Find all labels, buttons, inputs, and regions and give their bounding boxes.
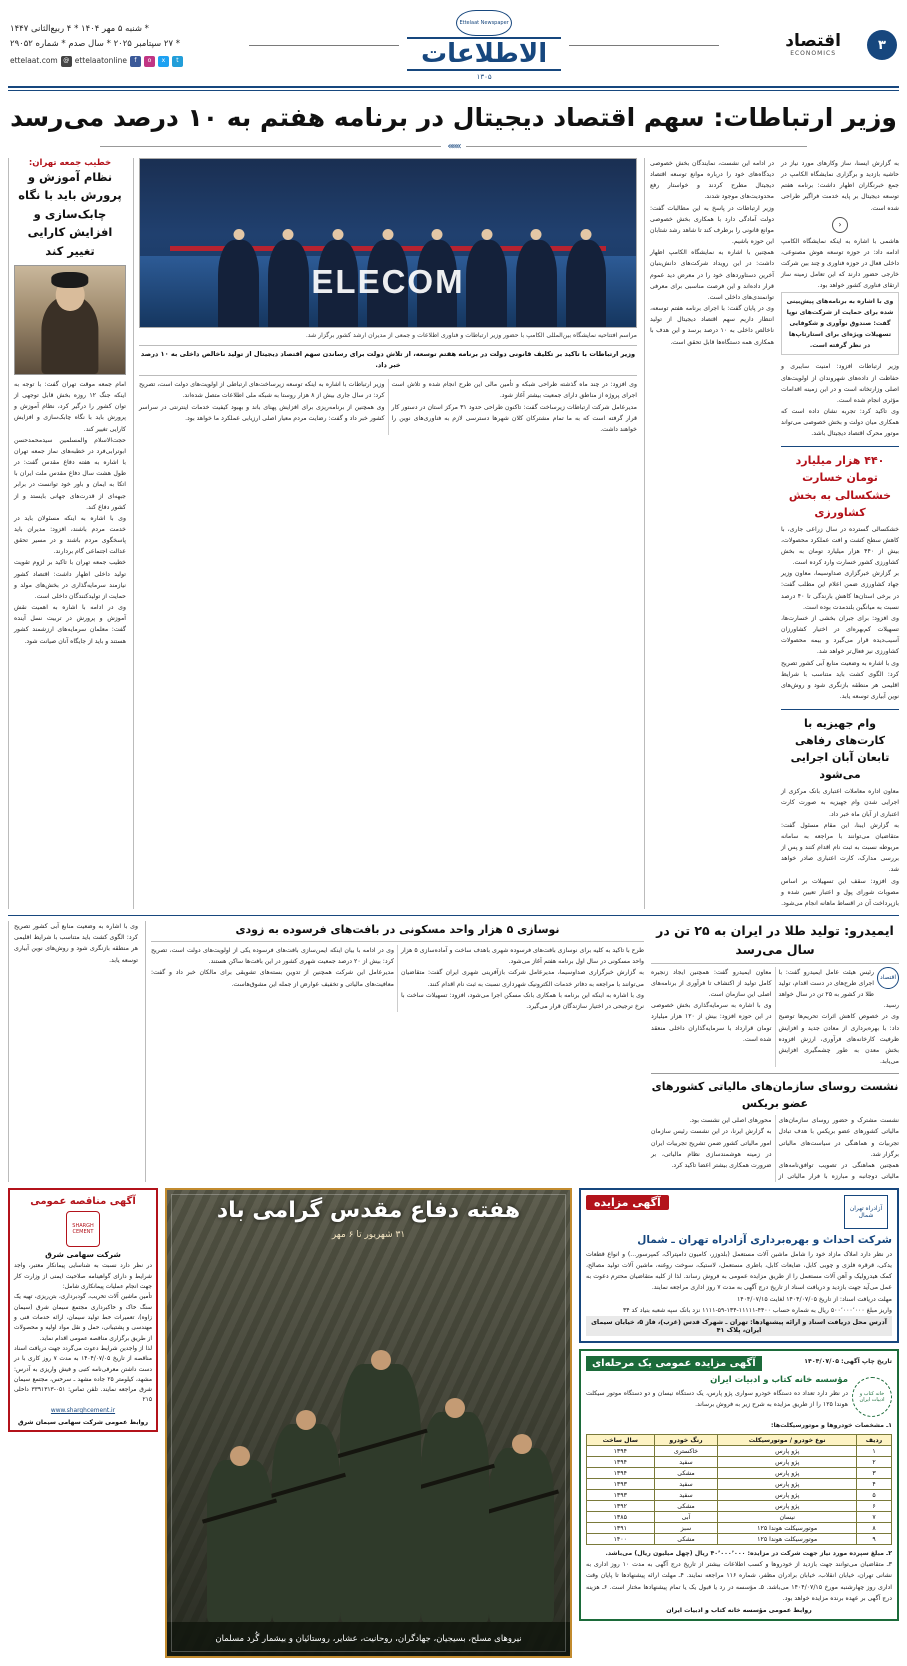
housing-column	[145, 921, 644, 1182]
portrait-khatib-photo	[14, 265, 126, 375]
gold-p2: معاون ایمیدرو گفت: همچنین ایجاد زنجیره کامل تولید از اکتشاف تا فرآوری از برنامه‌های اصلی این سازمان است.	[651, 968, 772, 999]
brics-p1: همچنین هماهنگی در تصویب توافق‌نامه‌های مالیاتی دوجانبه و مبارزه با فرار مالیاتی از محورهای اصلی این نشست بود.	[689, 1117, 899, 1181]
col-row-number: ردیف	[856, 1435, 891, 1446]
divider	[781, 709, 899, 710]
economy-loss-p3: وی با اشاره به وضعیت منابع آبی کشور تصریح کرد: الگوی کشت باید متناسب با شرایط اقلیمی هر منطقه بازنگری شود و روش‌های نوین آبیاری توسعه یابد.	[781, 659, 899, 700]
table-cell: موتورسیکلت هوندا ۱۲۵	[718, 1534, 857, 1545]
second-band	[0, 916, 907, 1182]
chevron-left-icon: »»»	[447, 141, 460, 152]
brics-and-gold-column	[651, 921, 899, 1182]
table-cell: ۱۳۹۳	[587, 1479, 655, 1490]
table-cell: مشکی	[654, 1468, 718, 1479]
filler-note: وی با اشاره به وضعیت منابع آبی کشور تصریح کرد: الگوی کشت باید متناسب با شرایط اقلیمی هر منطقه بازنگری شود و روش‌های نوین آبیاری توسعه یابد.	[14, 923, 138, 964]
lead-c-p1: مدیرعامل شرکت ارتباطات زیرساخت گفت: تاکنون طراحی حدود ۳۱ مرکز استان در دستور کار قرار گرفته است که به ما تمام مشترکان کلان شهرها دسترسی لازم به فناوری‌های نوین را خواهند داشت.	[391, 403, 637, 433]
table-row	[587, 1490, 892, 1501]
housing-p4: مدیرعامل این شرکت همچنین از تدوین بسته‌های تشویقی برای مالکان خبر داد و گفت: معافیت‌های مالیاتی و تخفیف عوارض از جمله این مشوق‌هاست.	[151, 969, 394, 988]
table-cell: ۱۳۹۲	[587, 1501, 655, 1512]
table-cell: خاکستری	[654, 1446, 718, 1457]
ad-auction-intro: در نظر دارد تعداد ده دستگاه خودرو سواری پژو پارس، یک دستگاه نیسان و دو دستگاه موتور سیکلت هوندا ۱۲۵ را از طریق مزایده به شرح زیر به فروش برساند.	[586, 1389, 848, 1408]
lead-c-p2: وزیر ارتباطات با اشاره به اینکه توسعه زیرساخت‌های ارتباطی از اولویت‌های دولت است، تصریح کرد: در سال جاری بیش از ۸ هزار روستا به شبکه ملی اطلاعات متصل شده‌اند.	[139, 381, 385, 400]
table-cell: موتورسیکلت هوندا ۱۲۵	[718, 1523, 857, 1534]
table-cell: ۴	[856, 1479, 891, 1490]
economy-loss-p0: خشکسالی گسترده در سال زراعی جاری، با کاهش سطح کشت و افت عملکرد محصولات، بیش از ۴۴۰ هزار میلیارد تومان به بخش کشاورزی کشور خسارت وارد کرده است.	[781, 525, 899, 567]
table-cell: پژو پارس	[718, 1490, 857, 1501]
ad-auction-badge: آگهی مزایده عمومی یک مرحله‌ای	[586, 1356, 762, 1371]
table-row	[587, 1446, 892, 1457]
tehran-shomal-logo-icon: آزادراه تهران شمال	[844, 1195, 888, 1229]
table-cell: نیسان	[718, 1512, 857, 1523]
main-grid	[0, 154, 907, 909]
ad-auction-date: تاریخ چاپ آگهی: ۱۴۰۴/۰۷/۰۵	[804, 1357, 892, 1365]
lead-left-p4: وی تاکید کرد: تجربه نشان داده است که همکاری میان دولت و بخش خصوصی می‌تواند موتور محرک اقتصاد دیجیتال باشد.	[781, 407, 899, 438]
table-cell: ۱	[856, 1446, 891, 1457]
photo-caption: مراسم افتتاحیه نمایشگاه بین‌المللی الکامپ با حضور وزیر ارتباطات و فناوری اطلاعات و جمعی از مدیران ارشد کشور برگزار شد.	[305, 332, 637, 339]
headline-block	[0, 91, 907, 155]
emblem-icon: Ettelaat Newspaper	[456, 10, 512, 36]
defa-moghaddas-poster	[165, 1188, 572, 1658]
instagram-icon[interactable]: o	[144, 56, 155, 67]
lead-kicker: وزیر ارتباطات با تاکید بر تکلیف قانونی دولت در برنامه هفتم توسعه، از تلاش دولت برای رساندن سهم اقتصاد دیجیتال از تولید ناخالص داخلی به ۱۰ درصد خبر داد.	[140, 349, 636, 370]
ad-general-tender-badge: آگهی مناقصه عمومی	[30, 1196, 136, 1208]
cement-company-logo-icon: SHARGH CEMENT	[66, 1211, 100, 1247]
ad-general-tender-sub: در نظر دارد نسبت به شناسایی پیمانکار معتبر، واجد شرایط و دارای گواهینامه صلاحیت ایمنی از وزارت کار جهت انجام عملیات پیمانکاری شامل:	[14, 1263, 152, 1290]
table-cell: ۱۳۹۱	[587, 1523, 655, 1534]
lead-c-p6: همچنین با اشاره به نمایشگاه الکامپ اظهار داشت: در این رویداد شرکت‌های دانش‌بنیان آخرین دستاوردهای خود را در معرض دید عموم قرار داده‌اند و این فرصت مناسبی برای معرفی توانمندی‌های داخلی است.	[650, 249, 774, 301]
telecom-exhibition-photo	[139, 158, 637, 328]
ad-tender-sale-dates: مهلت دریافت اسناد: از تاریخ ۱۴۰۴/۰۷/۰۵ لغایت ۱۴۰۴/۰۷/۱۵	[736, 1295, 892, 1303]
housing-body	[151, 945, 644, 1012]
col-color: رنگ خودرو	[654, 1435, 718, 1446]
lead-left-p3: وزیر ارتباطات افزود: امنیت سایبری و حفاظت از داده‌های شهروندان از اولویت‌های اصلی وزارتخانه است و در این زمینه اقدامات مؤثری انجام شده است.	[781, 363, 899, 404]
ad-tender-sale-body: در نظر دارد املاک مازاد خود را شامل ماشین آلات مستعمل (بلدوزر، کامیون دامپتراک، کمپرسور...) و انواع قطعات یدکی، قرقره فلزی و چوبی کابل، ضایعات کابل، باطری مستعمل، لاستیک، سوخت روغنه، ماشین آلات تولید مصالح، کمک هیدرولیک و آهن آلات مستعمل را از طریق مزایده عمومی به فروش رساند. لذا از کلیه متقاضیان محترم دعوت به عمل می‌آید جهت بازدید و دریافت اسناد از تاریخ درج آگهی به مدت ۷ روز اداری مراجعه نمایند.	[586, 1251, 892, 1292]
gold-p1: وی در خصوص کاهش اثرات تحریم‌ها توضیح داد: با بهره‌برداری از معادن جدید و افزایش ظرفیت کارخانه‌های فرآوری، ارزش افزوده بخش معدن به طور چشمگیری افزایش می‌یابد.	[778, 1013, 899, 1066]
brics-headline: نشست روسای سازمان‌های مالیاتی کشورهای عضو بریکس	[651, 1080, 899, 1111]
sidebar-p0: امام جمعه موقت تهران گفت: با توجه به اینکه جنگ ۱۲ روزه بخش قابل توجهی از توان کشور را درگیر کرد، نظام آموزش و پرورش باید با نگاه چابک‌سازی و افزایش کارایی تغییر کند.	[14, 380, 126, 433]
table-cell: سفید	[654, 1457, 718, 1468]
table-cell: ۱۳۹۴	[587, 1446, 655, 1457]
sidebar-p4: وی در ادامه با اشاره به اهمیت نقش آموزش و پرورش در تربیت نسل آینده گفت: معلمان سرمایه‌های ارزشمند کشور هستند و باید از جایگاه آنان صیانت شود.	[14, 604, 126, 645]
sidebar-p1: حجت‌الاسلام والمسلمین سیدمحمدحسن ابوترابی‌فرد در خطبه‌های نماز جمعه تهران با اشاره به هفته دفاع مقدس گفت: در طول هشت سال دفاع مقدس ملت ایران با اتکا به ایمان و باور خود توانست در برابر جبهه‌ای از قدرت‌های جهانی بایستد و از کشور دفاع کند.	[14, 436, 126, 511]
table-cell: مشکی	[654, 1534, 718, 1545]
brics-p0: نشست مشترک و حضور روسای سازمان‌های مالیاتی کشورهای عضو بریکس با هدف تبادل تجربیات و هماهنگی در سیاست‌های مالیاتی برگزار شد.	[778, 1117, 899, 1158]
chevron-left-icon[interactable]: ‹	[832, 217, 848, 233]
poster-title: هفته دفاع مقدس گرامی باد	[216, 1198, 521, 1224]
jahizieh-headline: وام جهیزیه با کارت‌های رفاهی تابعان آبان اجرایی می‌شود	[790, 717, 890, 782]
housing-p1: به گزارش خبرگزاری صداوسیما، مدیرعامل شرکت بازآفرینی شهری ایران گفت: متقاضیان می‌توانند با مراجعه به دفاتر خدمات الکترونیک شهرداری نسبت به ثبت نام اقدام کنند.	[401, 969, 644, 988]
table-cell: ۱۳۹۴	[587, 1468, 655, 1479]
handle-site: ettelaat.com	[10, 56, 58, 66]
social-row	[10, 55, 183, 68]
fighters-illustration	[167, 1322, 570, 1622]
brics-p2: به گزارش ایرنا، در این نشست رئیس سازمان امور مالیاتی کشور ضمن تشریح تجربیات ایران در زمینه هوشمندسازی نظام مالیاتی، بر ضرورت همکاری بیشتر اعضا تاکید کرد.	[651, 1128, 772, 1169]
table-cell: پژو پارس	[718, 1468, 857, 1479]
jahizieh-p1: به گزارش ایبنا، این مقام مسئول گفت: متقاضیان می‌توانند با مراجعه به سامانه مربوطه نسبت به ثبت نام اقدام کنند و پس از بررسی مدارک، کارت اعتباری صادر خواهد شد.	[781, 821, 899, 874]
ad-tender-sale[interactable]	[579, 1188, 899, 1343]
table-row	[587, 1479, 892, 1490]
table-cell: ۱۳۸۵	[587, 1512, 655, 1523]
table-row	[587, 1512, 892, 1523]
ad-auction-note-body: ۳ـ متقاضیان می‌توانند جهت بازدید از خودروها و کسب اطلاعات بیشتر از تاریخ درج آگهی به مدت ۱۰ روز اداری به نشانی تهران، خیابان انقلاب، خیابان برادران مظفر، شماره ۱۱۶ مراجعه نمایند. ۴ـ مهلت ارائه پیشنهادها تا پایان وقت اداری روز چهارشنبه مورخ ۱۴۰۴/۰۷/۱۵ می‌باشد. ۵ـ مؤسسه در رد یا قبول یک یا تمام پیشنهادها مختار است. ۶ـ هزینه درج آگهی بر عهده برنده مزایده خواهد بود.	[586, 1561, 893, 1602]
telegram-icon[interactable]: t	[172, 56, 183, 67]
table-cell: پژو پارس	[718, 1501, 857, 1512]
table-cell: پژو پارس	[718, 1479, 857, 1490]
lower-section	[0, 1182, 907, 1666]
column-lead-center-left	[644, 158, 774, 909]
ad-tender-sale-account: واریز مبلغ ۵۰۰٬۰۰۰٬۰۰۰ ریال به شماره حساب ۴۴۰۰-۱۱۱۱۱-۱۳۴-۵۹-۱۱۱۱ نزد بانک سپه شعبه بنیاد کد ۳۴	[622, 1306, 892, 1314]
page-title: وزیر ارتباطات: سهم اقتصاد دیجیتال در برنامه هفتم به ۱۰ درصد می‌رسد	[10, 102, 897, 132]
gold-headline: ایمیدرو: تولید طلا در ایران به ۲۵ تن در سال می‌رسد	[656, 923, 894, 958]
table-cell: ۵	[856, 1490, 891, 1501]
column-lead-main	[133, 158, 637, 909]
twitter-icon[interactable]: x	[158, 56, 169, 67]
date-line-1: * شنبه ۵ مهر ۱۴۰۴ * ۴ ربیع‌الثانی ۱۴۴۷	[10, 24, 149, 35]
ad-auction-footer: روابط عمومی مؤسسه خانه کتاب و ادبیات ایران	[666, 1606, 812, 1614]
exhibition-banner-text: ELECOM	[311, 263, 465, 301]
date-line-2: * ۲۷ سپتامبر ۲۰۲۵ * سال صدم * شماره ۲۹۰۵۲	[10, 38, 180, 49]
masthead-rule-thick	[8, 86, 899, 88]
jahizieh-p2: وی افزود: سقف این تسهیلات بر اساس مصوبات شورای پول و اعتبار تعیین شده و بازپرداخت آن در اقساط ماهانه انجام می‌شود.	[781, 877, 899, 907]
housing-p0: طرح با تاکید به کلیه برای نوسازی بافت‌های فرسوده شهری باهدف ساخت و آماده‌سازی ۵ هزار واحد مسکونی در سال اول برنامه هفتم آغاز می‌شود.	[401, 947, 644, 966]
lead-c-p3: وی همچنین از برنامه‌ریزی برای افزایش پهنای باند و بهبود کیفیت خدمات اینترنتی در سراسر کشور خبر داد و گفت: رضایت مردم معیار اصلی ارزیابی عملکرد ما خواهد بود.	[139, 403, 385, 422]
lead-c-p4: در ادامه این نشست، نمایندگان بخش خصوصی دیدگاه‌های خود را درباره موانع توسعه اقتصاد دیجیتال مطرح کردند و خواستار رفع محدودیت‌های موجود شدند.	[650, 160, 774, 201]
table-cell: سفید	[654, 1490, 718, 1501]
table-row	[587, 1534, 892, 1545]
facebook-icon[interactable]: f	[130, 56, 141, 67]
ad-tender-sale-org: شرکت احداث و بهره‌برداری آزادراه تهران ـ شمال	[637, 1234, 892, 1247]
table-row	[587, 1457, 892, 1468]
gold-body	[651, 967, 899, 1067]
table-cell: ۶	[856, 1501, 891, 1512]
ad-general-tender-site[interactable]: www.sharghcement.ir	[50, 1407, 116, 1414]
gold-p0: رئیس هیئت عامل ایمیدرو گفت: با اجرای طرح‌های در دست اقدام، تولید طلا در کشور به ۲۵ تن در سال خواهد رسید.	[778, 968, 899, 1010]
ad-general-tender-items: تأمین ماشین آلات تخریب، گودبرداری، بتن‌ریزی، تهیه یک سنگ خاک و خاکبرداری مجتمع سیمان شرق (سیمان زاوه)، تعمیرات خط تولید سیمان، ارائه خدمات فنی و مهندسی و پشتیبانی، حمل و نقل مواد اولیه و محصولات از طریق برگزاری مناقصه عمومی اقدام نماید.	[14, 1294, 152, 1342]
lead-c-p7: وی در پایان گفت: با اجرای برنامه هفتم توسعه، انتظار داریم سهم اقتصاد دیجیتال از تولید ناخالص داخلی به ۱۰ درصد برسد و این هدف با همکاری همه دستگاه‌ها قابل تحقق است.	[650, 305, 774, 346]
table-row	[587, 1523, 892, 1534]
table-row	[587, 1501, 892, 1512]
poster-strip-text: نیروهای مسلح، بسیجیان، جهادگران، روحانیت، عشایر، روستائیان و بیشمار گُرد مسلمان	[167, 1622, 570, 1656]
masthead-center	[183, 10, 785, 81]
sidebar-kicker: خطیب جمعه تهران:	[28, 158, 112, 168]
newspaper-logo	[407, 10, 561, 81]
table-cell: ۲	[856, 1457, 891, 1468]
section-badge-icon: اقتصاد	[877, 967, 899, 989]
lead-c-p0: وی افزود: در چند ماه گذشته طراحی شبکه و تأمین مالی این طرح انجام شده و تلاش است اجرای پروژه از مناطق دارای جمعیت بیشتر آغاز شود.	[391, 381, 637, 400]
sidebar-p2: وی با اشاره به اینکه مسئولان باید در خدمت مردم باشند، افزود: مدیران باید پاسخگوی مردم باشند و در مسیر تحقق عدالت اجتماعی گام بردارند.	[14, 514, 126, 556]
table-cell: سفید	[654, 1479, 718, 1490]
page-number-badge: ۳	[867, 30, 897, 60]
table-cell: ۱۴۰۰	[587, 1534, 655, 1545]
tenders-column	[579, 1188, 899, 1658]
column-lead-left	[781, 158, 899, 909]
housing-headline: نوسازی ۵ هزار واحد مسکونی در بافت‌های فرسوده به زودی	[235, 923, 560, 937]
table-cell: مشکی	[654, 1501, 718, 1512]
spacer-column	[8, 921, 138, 1182]
table-cell: پژو پارس	[718, 1446, 857, 1457]
paper-title: الاطلاعات	[407, 37, 561, 71]
table-cell: پژو پارس	[718, 1457, 857, 1468]
ad-tender-sale-badge: آگهی مزایده	[586, 1195, 669, 1210]
pull-quote: وی با اشاره به برنامه‌های پیش‌بینی شده برای حمایت از شرکت‌های نوپا گفت: صندوق نوآوری و شکوفایی تسهیلات ویژه‌ای برای استارتاپ‌ها در نظر گرفته است.	[786, 297, 894, 350]
table-cell: ۱۳۹۴	[587, 1457, 655, 1468]
khane-ketab-logo-icon: خانه کتاب و ادبیات ایران	[852, 1377, 892, 1417]
ad-tender-sale-address: آدرس محل دریافت اسناد و ارائه پیشنهادها: تهران ـ شهرک قدس (غرب)، فاز ۵، خیابان سیمای ایران، پلاک ۴۱	[586, 1316, 892, 1336]
table-cell: ۹	[856, 1534, 891, 1545]
lead-c-p5: وزیر ارتباطات در پاسخ به این مطالبات گفت: دولت آمادگی دارد با همکاری بخش خصوصی موانع قانونی را برطرف کند تا شاهد رشد شتابان این حوزه باشیم.	[650, 204, 774, 246]
ad-auction-note-title: ۲ـ مبلغ سپرده مورد نیاز جهت شرکت در مزایده: ۴۰٬۰۰۰٬۰۰۰ ریال (چهل میلیون ریال) می‌باشد.	[605, 1550, 892, 1558]
poster-column	[165, 1188, 572, 1658]
ad-general-tender-body: لذا از واجدین شرایط دعوت می‌گردد جهت دریافت اسناد مناقصه از تاریخ ۱۴۰۴/۰۷/۰۵ به مدت ۷ روز کاری با در دست داشتن معرفی‌نامه کتبی و فیش واریزی به آدرس: مشهد، کیلومتر ۲۵ جاده مشهد ـ سرخس، مجتمع سیمان شرق مراجعه نمایند. تلفن تماس: ۰۵۱-۳۳۹۱۳۱۳ داخلی ۲۱۵	[14, 1345, 153, 1404]
sidebar-p3: خطیب جمعه تهران با تاکید بر لزوم تقویت تولید داخلی اظهار داشت: اقتصاد کشور نیازمند سرمایه‌گذاری در بخش‌های مولد و حمایت از تولیدکنندگان داخلی است.	[14, 559, 126, 600]
ad-auction-org: مؤسسه خانه کتاب و ادبیات ایران	[710, 1374, 848, 1385]
lead-left-p0: به گزارش ایسنا، ساز وکارهای مورد نیاز در حاشیه بازدید و برگزاری نمایشگاه الکامپ در جمع خبرنگاران اظهار داشت: برنامه هفتم توسعه دیجیتال بر پایه خدمت فراگیر طراحی شده است.	[781, 160, 899, 212]
lead-body-columns	[139, 379, 637, 435]
masthead-right	[785, 30, 897, 60]
handle-online: ettelaatonline	[74, 56, 127, 66]
housing-p2: وی با اشاره به اینکه این برنامه با همکاری بانک مسکن اجرا می‌شود، افزود: تسهیلات ساخت با نرخ ترجیحی در اختیار سازندگان قرار می‌گیرد.	[401, 991, 644, 1010]
table-cell: ۱۳۹۳	[587, 1490, 655, 1501]
brics-body	[651, 1115, 899, 1182]
ad-general-tender-footer: روابط عمومی شرکت سهامی سیمان شرق	[17, 1419, 149, 1427]
ad-auction-section-title: ۱ـ مشخصات خودروها و موتورسیکلت‌ها:	[771, 1421, 892, 1429]
pull-quote-box	[781, 292, 899, 356]
column-sidebar-right	[8, 158, 126, 909]
headline-rule	[100, 141, 807, 152]
economy-loss-p1: بر گزارش خبرگزاری صداوسیما، معاون وزیر جهاد کشاورزی ضمن اعلام این مطلب گفت: در برخی استان‌ها کاهش بارندگی تا ۴۰ درصد نسبت به میانگین بلندمدت بوده است.	[781, 570, 899, 611]
table-cell: ۳	[856, 1468, 891, 1479]
auction-table	[586, 1434, 892, 1545]
paper-founded-year: ۱۳۰۵	[476, 72, 492, 81]
economy-loss-p2: وی افزود: برای جبران بخشی از خسارت‌ها، تسهیلات کم‌بهره‌ای در اختیار کشاورزان آسیب‌دیده قرار می‌گیرد و بیمه محصولات کشاورزی نیز فعال‌تر خواهد شد.	[781, 614, 899, 656]
poster-subtitle: ۳۱ شهریور تا ۶ مهر	[331, 1230, 406, 1241]
economy-loss-headline: ۴۴۰ هزار میلیارد تومان خسارت خشکسالی به بخش کشاورزی	[788, 454, 892, 519]
globe-icon[interactable]: @	[61, 56, 72, 67]
lead-left-p1: هاشمی با اشاره به اینکه نمایشگاه الکامپ ادامه داد: در حوزه توسعه هوش مصنوعی، داخلی فعال در حوزه فناوری و چند بین شرکت خارجی حضور دارند که این تعامل زمینه ساز ارتقای فناوری کشور خواهد بود.	[781, 237, 899, 290]
col-vehicle-type: نوع خودرو / موتورسیکلت	[718, 1435, 857, 1446]
table-cell: سبز	[654, 1523, 718, 1534]
table-row	[587, 1468, 892, 1479]
general-tender-column	[8, 1188, 158, 1658]
table-header-row	[587, 1435, 892, 1446]
section-name: اقتصاد ECONOMICS	[785, 31, 841, 58]
jahizieh-p0: معاون اداره معاملات اعتباری بانک مرکزی از اجرایی شدن وام جهیزیه به صورت کارت اعتباری از آبان ماه خبر داد.	[781, 788, 899, 818]
divider	[781, 446, 899, 447]
table-cell: ۷	[856, 1512, 891, 1523]
ad-general-tender[interactable]	[8, 1188, 158, 1432]
table-cell: آبی	[654, 1512, 718, 1523]
sidebar-headline: نظام آموزش و پرورش باید با نگاه چابک‌سازی و افزایش کارایی تغییر کند	[18, 170, 122, 258]
housing-p3: وی در ادامه با بیان اینکه ایمن‌سازی بافت‌های فرسوده یکی از اولویت‌های دولت است، تصریح کرد: بیش از ۲۰ درصد جمعیت شهری کشور در این بافت‌ها ساکن هستند.	[151, 947, 394, 966]
masthead-dateline	[10, 22, 183, 68]
ad-auction[interactable]	[579, 1349, 899, 1621]
table-cell: ۸	[856, 1523, 891, 1534]
ad-general-tender-org: شرکت سهامی شرق	[45, 1250, 121, 1260]
masthead	[0, 0, 907, 86]
gold-p3: وی با اشاره به سرمایه‌گذاری بخش خصوصی در این حوزه افزود: بیش از ۱۲۰ هزار میلیارد تومان قرارداد با سرمایه‌گذاران داخلی منعقد شده است.	[651, 1002, 772, 1043]
col-year: سال ساخت	[587, 1435, 655, 1446]
